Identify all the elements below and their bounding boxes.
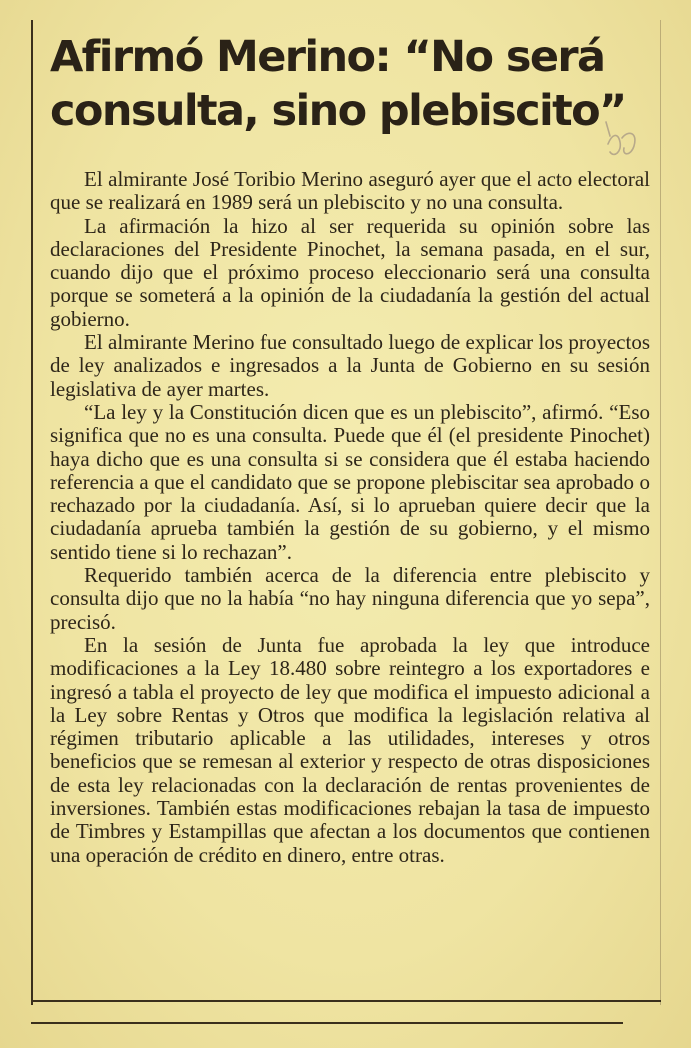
handwritten-mark-icon <box>598 112 648 172</box>
bottom-rule <box>31 1000 661 1002</box>
paragraph-1: El almirante José Toribio Merino aseguró ayer que el acto electoral que se realizará en 1989 será un plebiscito y no una consulta. <box>50 167 650 215</box>
paragraph-6: En la sesión de Junta fue aprobada la ley que introduce modificaciones a la Ley 18.480 sobre reintegro a los exportadores e ingresó a tabla el proyecto de ley que modifica el impuesto adicional a la Ley sobre Rentas y Otros que modifica la legislación relativa al régimen tributario aplicable a las utilidades, intereses y otros beneficios que se remesan al exterior y respecto de otras disposiciones de esta ley relacionadas con la declaración de rentas provenientes de inversiones. También estas modificaciones rebajan la tasa de impuesto de Timbres y Estampillas que afectan a los documentos que contienen una operación de crédito en dinero, entre otras. <box>50 632 650 867</box>
left-column-rule <box>31 20 33 1005</box>
headline-line-1: Afirmó Merino: “No será <box>50 32 605 82</box>
paragraph-3: El almirante Merino fue consultado luego de explicar los proyectos de ley analizados e ingresados a la Junta de Gobierno en su sesión legislativa de ayer martes. <box>50 330 650 401</box>
article-body <box>50 168 650 867</box>
paragraph-2: La afirmación la hizo al ser requerida su opinión sobre las declaraciones del Presidente Pinochet, la semana pasada, en el sur, cuando dijo que el próximo proceso eleccionario será una consulta porque se someterá a la opinión de la ciudadanía la gestión del actual gobierno. <box>50 213 650 331</box>
bottom-rule-lower <box>31 1022 623 1024</box>
paragraph-4: “La ley y la Constitución dicen que es un plebiscito”, afirmó. “Eso significa que no es una consulta. Puede que él (el presidente Pinochet) haya dicho que es una consulta si se considera que él estaba haciendo referencia a que el candidato que se propone plebiscitar sea aprobado o rechazado por la ciudadanía. Así, si lo aprueban quiere decir que la ciudadanía aprueba también la gestión de su gobierno, y el mismo sentido tiene si lo rechazan”. <box>50 399 650 564</box>
right-column-rule <box>660 20 661 1005</box>
headline-line-2: consulta, sino plebiscito” <box>50 86 626 136</box>
headline <box>50 30 650 138</box>
paragraph-5: Requerido también acerca de la diferencia entre plebiscito y consulta dijo que no la había “no hay ninguna diferencia que yo sepa”, precisó. <box>50 563 650 634</box>
